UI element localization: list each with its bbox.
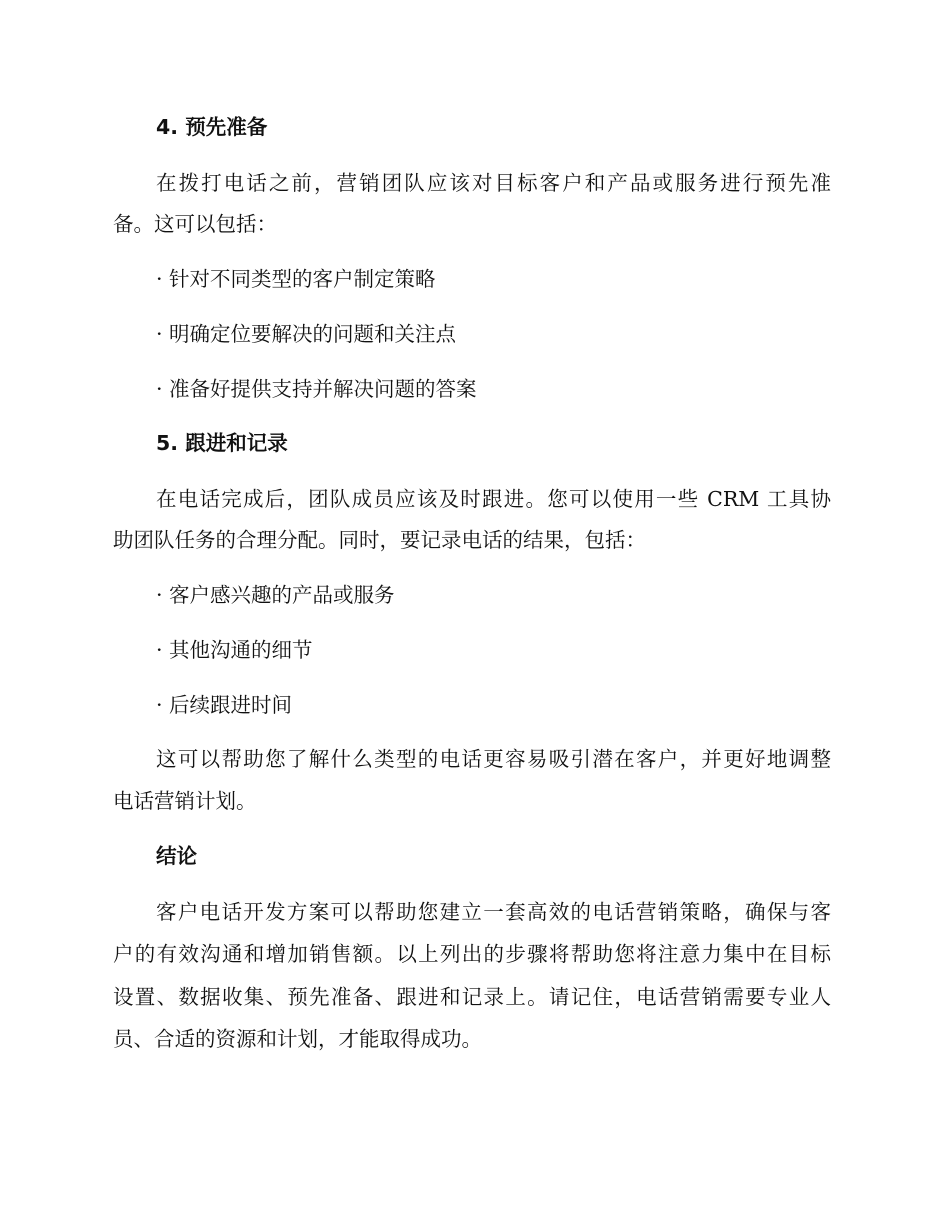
section-5-bullet-1: · 客户感兴趣的产品或服务: [156, 583, 395, 607]
section-5-bullet-2: · 其他沟通的细节: [156, 638, 313, 662]
section-5-paragraph-line-2: 助团队任务的合理分配。同时，要记录电话的结果，包括：: [113, 528, 646, 552]
section-5-followup-line-2: 电话营销计划。: [113, 789, 257, 813]
section-5-heading: 5. 跟进和记录: [156, 431, 288, 455]
section-4-bullet-1: · 针对不同类型的客户制定策略: [156, 267, 436, 291]
section-4-paragraph-line-1: 在拨打电话之前，营销团队应该对目标客户和产品或服务进行预先准: [156, 171, 831, 195]
section-4-heading: 4. 预先准备: [156, 115, 268, 139]
section-4-bullet-2: · 明确定位要解决的问题和关注点: [156, 322, 457, 346]
section-4-bullet-3: · 准备好提供支持并解决问题的答案: [156, 377, 477, 401]
section-5-followup-line-1: 这可以帮助您了解什么类型的电话更容易吸引潜在客户，并更好地调整: [156, 747, 831, 771]
conclusion-line-2: 户的有效沟通和增加销售额。以上列出的步骤将帮助您将注意力集中在目标: [113, 942, 831, 966]
section-5-bullet-3: · 后续跟进时间: [156, 693, 293, 717]
conclusion-heading: 结论: [156, 844, 197, 868]
conclusion-line-4: 员、合适的资源和计划，才能取得成功。: [113, 1027, 482, 1051]
conclusion-line-3: 设置、数据收集、预先准备、跟进和记录上。请记住，电话营销需要专业人: [113, 985, 831, 1009]
section-4-paragraph-line-2: 备。这可以包括：: [113, 212, 277, 236]
section-5-paragraph-line-1: 在电话完成后，团队成员应该及时跟进。您可以使用一些 CRM 工具协: [156, 487, 831, 511]
conclusion-line-1: 客户电话开发方案可以帮助您建立一套高效的电话营销策略，确保与客: [156, 900, 831, 924]
